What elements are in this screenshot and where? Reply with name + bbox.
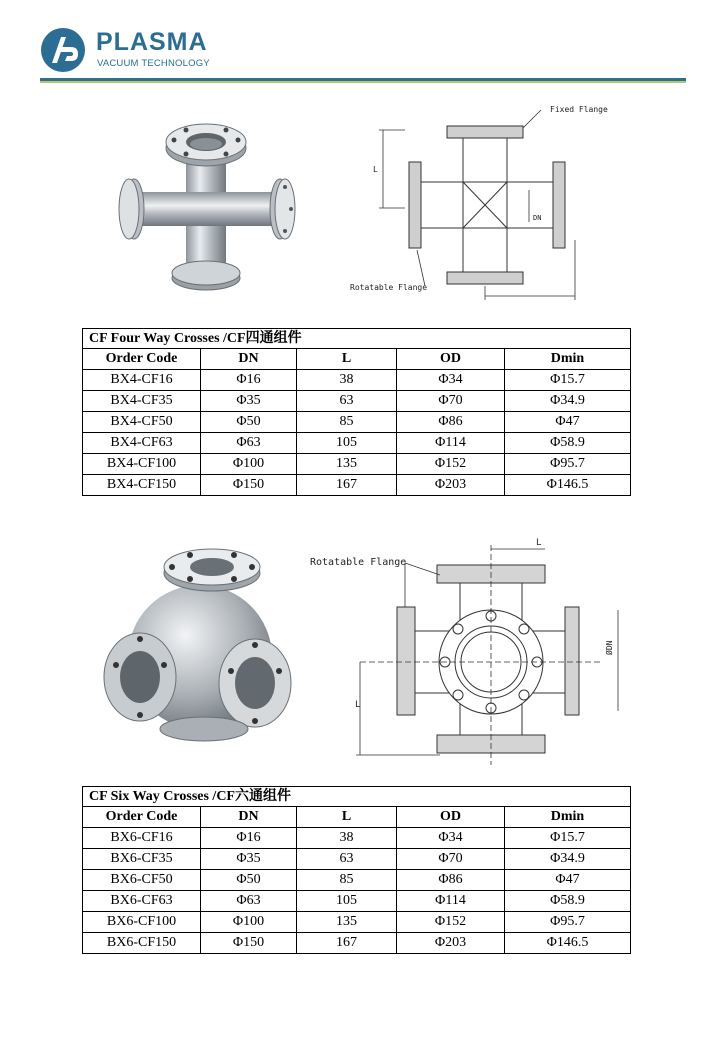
cell: Φ70 — [397, 849, 505, 870]
cell: Φ95.7 — [505, 912, 631, 933]
table-row — [83, 891, 631, 912]
table-row — [83, 870, 631, 891]
cell: Φ15.7 — [505, 370, 631, 391]
cell: BX4-CF35 — [83, 391, 201, 412]
cell: 105 — [297, 433, 397, 454]
cell: Φ63 — [201, 891, 297, 912]
cell: BX4-CF150 — [83, 475, 201, 496]
cell: Φ47 — [505, 870, 631, 891]
column-header: L — [297, 349, 397, 370]
four-way-cross-table — [82, 328, 631, 496]
cell: BX4-CF16 — [83, 370, 201, 391]
brand-tagline: VACUUM TECHNOLOGY — [97, 58, 210, 69]
column-header: Order Code — [83, 807, 201, 828]
fixed-flange-label: Fixed Flange — [550, 105, 608, 114]
cell: Φ34 — [397, 828, 505, 849]
table-header-row — [83, 349, 631, 370]
table-row — [83, 433, 631, 454]
four-way-cross-photo — [112, 110, 302, 310]
cell: 167 — [297, 475, 397, 496]
cell: Φ34.9 — [505, 391, 631, 412]
column-header: DN — [201, 807, 297, 828]
cell: Φ86 — [397, 870, 505, 891]
cell: 63 — [297, 391, 397, 412]
six-way-cross-table — [82, 786, 631, 954]
cell: BX6-CF16 — [83, 828, 201, 849]
cell: Φ70 — [397, 391, 505, 412]
cell: Φ95.7 — [505, 454, 631, 475]
cell: 135 — [297, 454, 397, 475]
cell: Φ50 — [201, 412, 297, 433]
column-header: OD — [397, 807, 505, 828]
cell: Φ34.9 — [505, 849, 631, 870]
cell: BX4-CF63 — [83, 433, 201, 454]
column-header: Order Code — [83, 349, 201, 370]
cell: Φ47 — [505, 412, 631, 433]
cell: 38 — [297, 370, 397, 391]
rotatable-flange-label: Rotatable Flange — [350, 283, 428, 292]
cell: 105 — [297, 891, 397, 912]
cell: Φ203 — [397, 933, 505, 954]
cell: Φ16 — [201, 828, 297, 849]
cell: BX4-CF100 — [83, 454, 201, 475]
cell: 85 — [297, 870, 397, 891]
table-row — [83, 849, 631, 870]
header-rule-accent — [40, 81, 686, 83]
cell: Φ58.9 — [505, 433, 631, 454]
cell: 63 — [297, 849, 397, 870]
six-way-cross-drawing — [300, 535, 630, 765]
cell: Φ150 — [201, 475, 297, 496]
cell: BX6-CF63 — [83, 891, 201, 912]
length-label-top: L — [536, 538, 542, 548]
cell: Φ50 — [201, 870, 297, 891]
cell: Φ152 — [397, 912, 505, 933]
cell: BX6-CF150 — [83, 933, 201, 954]
table-title: CF Four Way Crosses /CF四通组件 — [83, 329, 631, 349]
cell: Φ63 — [201, 433, 297, 454]
cell: Φ58.9 — [505, 891, 631, 912]
cell: Φ146.5 — [505, 475, 631, 496]
dn-label: DN — [533, 214, 542, 222]
cell: Φ35 — [201, 849, 297, 870]
table-row — [83, 933, 631, 954]
cell: 167 — [297, 933, 397, 954]
table-header-row — [83, 807, 631, 828]
table-row — [83, 454, 631, 475]
length-label-side: L — [355, 700, 361, 710]
cell: Φ86 — [397, 412, 505, 433]
cell: 135 — [297, 912, 397, 933]
column-header: DN — [201, 349, 297, 370]
cell: BX6-CF100 — [83, 912, 201, 933]
six-way-cross-photo — [100, 545, 300, 745]
cell: Φ114 — [397, 891, 505, 912]
column-header: L — [297, 807, 397, 828]
column-header: Dmin — [505, 349, 631, 370]
brand-name: PLASMA — [96, 28, 208, 56]
table-row — [83, 370, 631, 391]
length-label: L — [373, 165, 378, 174]
cell: Φ35 — [201, 391, 297, 412]
cell: Φ114 — [397, 433, 505, 454]
rotatable-flange-label: Rotatable Flange — [310, 557, 407, 568]
cell: Φ150 — [201, 933, 297, 954]
dn-label: ØDN — [605, 640, 614, 655]
column-header: OD — [397, 349, 505, 370]
cell: Φ100 — [201, 454, 297, 475]
cell: Φ100 — [201, 912, 297, 933]
cell: Φ152 — [397, 454, 505, 475]
table-title: CF Six Way Crosses /CF六通组件 — [83, 787, 631, 807]
cell: Φ34 — [397, 370, 505, 391]
cell: 85 — [297, 412, 397, 433]
cell: BX6-CF50 — [83, 870, 201, 891]
table-row — [83, 412, 631, 433]
four-way-cross-drawing — [345, 100, 615, 310]
cell: Φ15.7 — [505, 828, 631, 849]
table-row — [83, 828, 631, 849]
table-row — [83, 475, 631, 496]
cell: BX4-CF50 — [83, 412, 201, 433]
cell: 38 — [297, 828, 397, 849]
table-row — [83, 912, 631, 933]
cell: Φ146.5 — [505, 933, 631, 954]
cell: Φ203 — [397, 475, 505, 496]
table-row — [83, 391, 631, 412]
cell: Φ16 — [201, 370, 297, 391]
page-header — [0, 0, 720, 90]
cell: BX6-CF35 — [83, 849, 201, 870]
plasma-logo-icon — [40, 27, 86, 73]
column-header: Dmin — [505, 807, 631, 828]
